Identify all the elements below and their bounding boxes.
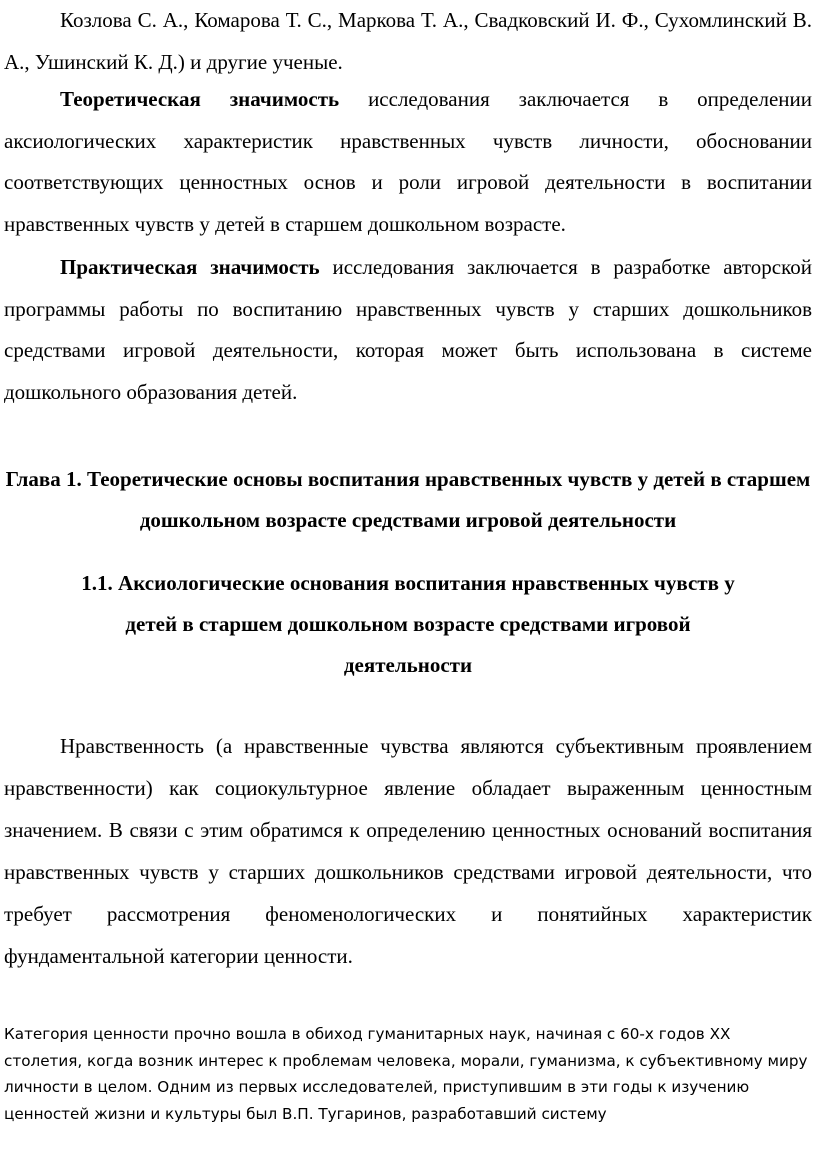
practical-significance-label: Практическая значимость	[60, 255, 320, 279]
theoretical-significance-label: Теоретическая значимость	[60, 87, 340, 111]
practical-significance-paragraph	[4, 247, 812, 413]
chapter-title: Глава 1. Теоретические основы воспитания нравственных чувств у детей в старшем дошкольном возрасте средствами игровой деятельности	[5, 467, 811, 532]
footer-note-paragraph: Категория ценности прочно вошла в обиход гуманитарных наук, начиная с 60-х годов XX столетия, когда возник интерес к проблемам человека, морали, гуманизма, к субъективному миру личности в целом. Одним из первых исследователей, приступившим в эти годы к изучению ценностей жизни и культуры был В.П. Тугаринов, разработавший систему	[4, 1025, 808, 1123]
intro-continuation-paragraph: Козлова С. А., Комарова Т. С., Маркова Т. А., Свадковский И. Ф., Сухомлинский В. А., Ушинский К. Д.) и другие ученые.	[4, 8, 812, 74]
practical-significance-text: исследования заключается в разработке авторской программы работы по воспитанию нравственных чувств у старших дошкольников средствами игровой деятельности, которая может быть использована в системе дошкольного образования детей.	[4, 255, 813, 404]
section-title: 1.1. Аксиологические основания воспитания нравственных чувств у детей в старшем дошкольном возрасте средствами игровой деятельности	[81, 571, 735, 677]
theoretical-significance-text: исследования заключается в определении аксиологических характеристик нравственных чувств личности, обосновании соответствующих ценностных основ и роли игровой деятельности в воспитании нравственных чувств у детей в старшем дошкольном возрасте.	[4, 87, 812, 236]
body-paragraph: Нравственность (а нравственные чувства являются субъективным проявлением нравственности) как социокультурное явление обладает выраженным ценностным значением. В связи с этим обратимся к определению ценностных оснований воспитания нравственных чувств у старших дошкольников средствами игровой деятельности, что требует рассмотрения феноменологических и понятийных характеристик фундаментальной категории ценности.	[4, 734, 812, 968]
theoretical-significance-paragraph	[4, 79, 812, 245]
